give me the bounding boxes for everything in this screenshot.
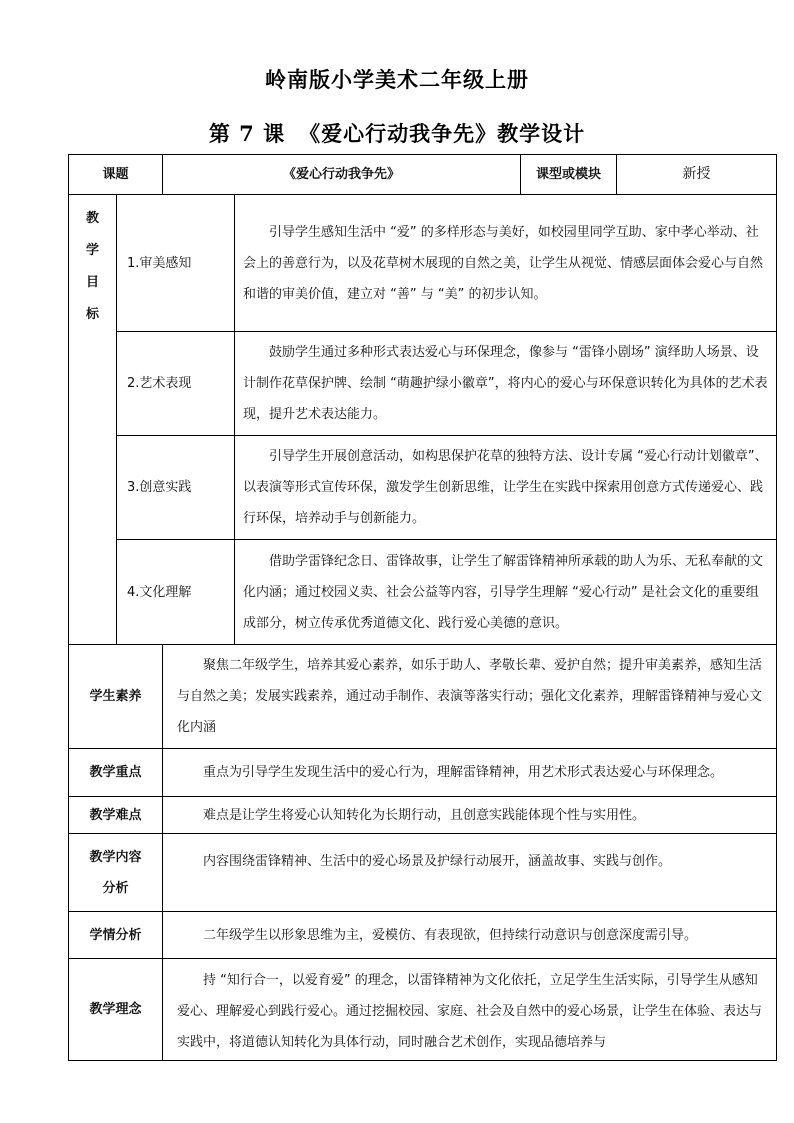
topic-label: 课题 (69, 155, 163, 195)
row-label: 教学重点 (69, 749, 163, 797)
goals-label-char: 目 (85, 275, 99, 290)
info-row (69, 959, 777, 1061)
goal-name: 3.创意实践 (117, 436, 235, 540)
goal-row (69, 195, 777, 332)
lesson-number: 第 7 课 (208, 121, 286, 146)
type-value: 新授 (617, 155, 777, 195)
goals-label (69, 195, 117, 645)
goal-name: 1.审美感知 (117, 195, 235, 332)
goal-text: 引导学生感知生活中 “爱” 的多样形态与美好，如校园里同学互助、家中孝心举动、社会上的善意行为，以及花草树木展现的自然之美，让学生从视觉、情感层面体会爱心与自然和谐的审美价值，建立对 “善” 与 “美” 的初步认知。 (235, 195, 777, 332)
document-title: 岭南版小学美术二年级上册 (265, 67, 529, 92)
row-text: 难点是让学生将爱心认知转化为长期行动，且创意实践能体现个性与实用性。 (163, 797, 777, 834)
topic-value: 《爱心行动我争先》 (163, 155, 521, 195)
goals-label-char: 学 (85, 243, 99, 258)
row-label: 学生素养 (69, 645, 163, 749)
info-row (69, 834, 777, 912)
goal-name: 4.文化理解 (117, 540, 235, 645)
type-label: 课型或模块 (521, 155, 617, 195)
info-row (69, 645, 777, 749)
row-label: 教学内容分析 (69, 834, 163, 912)
goal-row (69, 436, 777, 540)
goal-row (69, 540, 777, 645)
lesson-design-table (68, 154, 777, 1061)
row-label: 教学理念 (69, 959, 163, 1061)
goal-text: 借助学雷锋纪念日、雷锋故事，让学生了解雷锋精神所承载的助人为乐、无私奉献的文化内涵；通过校园义卖、社会公益等内容，引导学生理解 “爱心行动” 是社会文化的重要组成部分，树立传承优秀道德文化、践行爱心美德的意识。 (235, 540, 777, 645)
goal-text: 引导学生开展创意活动，如构思保护花草的独特方法、设计专属 “爱心行动计划徽章”、以表演等形式宣传环保，激发学生创新思维，让学生在实践中探索用创意方式传递爱心、践行环保，培养动手与创新能力。 (235, 436, 777, 540)
goal-text: 鼓励学生通过多种形式表达爱心与环保理念，像参与 “雷锋小剧场” 演绎助人场景、设计制作花草保护牌、绘制 “萌趣护绿小徽章”，将内心的爱心与环保意识转化为具体的艺术表现，提升艺术表达能力。 (235, 332, 777, 436)
topic-row (69, 155, 777, 195)
row-text: 聚焦二年级学生，培养其爱心素养，如乐于助人、孝敬长辈、爱护自然；提升审美素养，感知生活与自然之美；发展实践素养，通过动手制作、表演等落实行动；强化文化素养，理解雷锋精神与爱心文化内涵 (163, 645, 777, 749)
row-text: 持 “知行合一，以爱育爱” 的理念，以雷锋精神为文化依托，立足学生生活实际，引导学生从感知爱心、理解爱心到践行爱心。通过挖掘校园、家庭、社会及自然中的爱心场景，让学生在体验、表达与实践中，将道德认知转化为具体行动，同时融合艺术创作，实现品德培养与 (163, 959, 777, 1061)
row-label: 学情分析 (69, 912, 163, 959)
info-row (69, 749, 777, 797)
goals-label-char: 教 (85, 211, 99, 226)
row-label: 教学难点 (69, 797, 163, 834)
goal-row (69, 332, 777, 436)
info-row (69, 912, 777, 959)
goal-name: 2.艺术表现 (117, 332, 235, 436)
lesson-heading (0, 118, 794, 148)
info-row (69, 797, 777, 834)
row-text: 二年级学生以形象思维为主，爱模仿、有表现欲，但持续行动意识与创意深度需引导。 (163, 912, 777, 959)
lesson-title: 《爱心行动我争先》教学设计 (299, 121, 586, 146)
row-text: 内容围绕雷锋精神、生活中的爱心场景及护绿行动展开，涵盖故事、实践与创作。 (163, 834, 777, 912)
row-text: 重点为引导学生发现生活中的爱心行为，理解雷锋精神，用艺术形式表达爱心与环保理念。 (163, 749, 777, 797)
goals-label-char: 标 (85, 307, 99, 322)
